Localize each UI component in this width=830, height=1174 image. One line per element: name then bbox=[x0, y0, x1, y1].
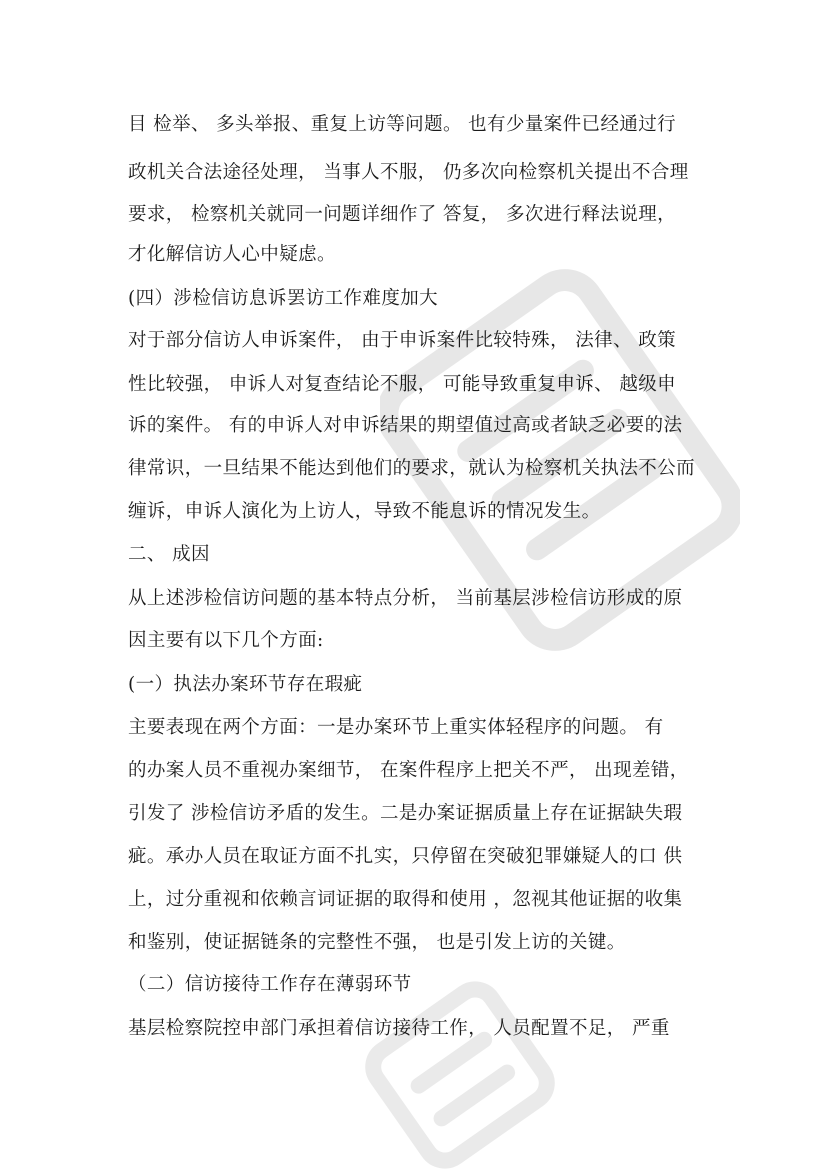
text-line: 主要表现在两个方面：一是办案环节上重实体轻程序的问题。 有 bbox=[128, 717, 664, 738]
text-line: 从上述涉检信访问题的基本特点分析， 当前基层涉检信访形成的原 bbox=[128, 588, 683, 609]
text-line: 和鉴别，使证据链条的完整性不强， 也是引发上访的关键。 bbox=[128, 932, 626, 953]
text-line: 上，过分重视和依赖言词证据的取得和使用 ，忽视其他证据的收集 bbox=[128, 889, 683, 910]
text-line: 目 检举、 多头举报、重复上访等问题。 也有少量案件已经通过行 bbox=[128, 114, 677, 135]
text-line: 性比较强， 申诉人对复查结论不服， 可能导致重复申诉、 越级申 bbox=[128, 374, 677, 395]
watermark-icon bbox=[360, 980, 560, 1170]
text-line: 律常识，一旦结果不能达到他们的要求，就认为检察机关执法不公而 bbox=[128, 458, 696, 479]
section-heading: （二）信访接待工作存在薄弱环节 bbox=[128, 974, 412, 995]
text-line: 才化解信访人心中疑虑。 bbox=[128, 244, 336, 265]
text-line: 引发了 涉检信访矛盾的发生。二是办案证据质量上存在证据缺失瑕 bbox=[128, 803, 683, 824]
text-line: 疵。承办人员在取证方面不扎实，只停留在突破犯罪嫌疑人的口 供 bbox=[128, 846, 683, 867]
text-line: 要求， 检察机关就同一问题详细作了 答复， 多次进行释法说理， bbox=[128, 204, 677, 225]
text-line: 对于部分信访人申诉案件， 由于申诉案件比较特殊， 法律、 政策 bbox=[128, 330, 677, 351]
text-line: 基层检察院控申部门承担着信访接待工作， 人员配置不足， 严重 bbox=[128, 1018, 670, 1039]
section-heading: (四）涉检信访息诉罢访工作难度加大 bbox=[128, 288, 439, 309]
text-line: 因主要有以下几个方面: bbox=[128, 630, 324, 651]
text-line: 的办案人员不重视办案细节， 在案件程序上把关不严， 出现差错， bbox=[128, 760, 689, 781]
text-line: 诉的案件。 有的申诉人对申诉结果的期望值过高或者缺乏必要的法 bbox=[128, 415, 683, 436]
text-line: 缠诉，申诉人演化为上访人，导致不能息诉的情况发生。 bbox=[128, 501, 601, 522]
chapter-heading: 二、 成因 bbox=[128, 544, 210, 565]
section-heading: (一）执法办案环节存在瑕疵 bbox=[128, 674, 363, 695]
text-line: 政机关合法途径处理， 当事人不服， 仍多次向检察机关提出不合理 bbox=[128, 162, 689, 183]
